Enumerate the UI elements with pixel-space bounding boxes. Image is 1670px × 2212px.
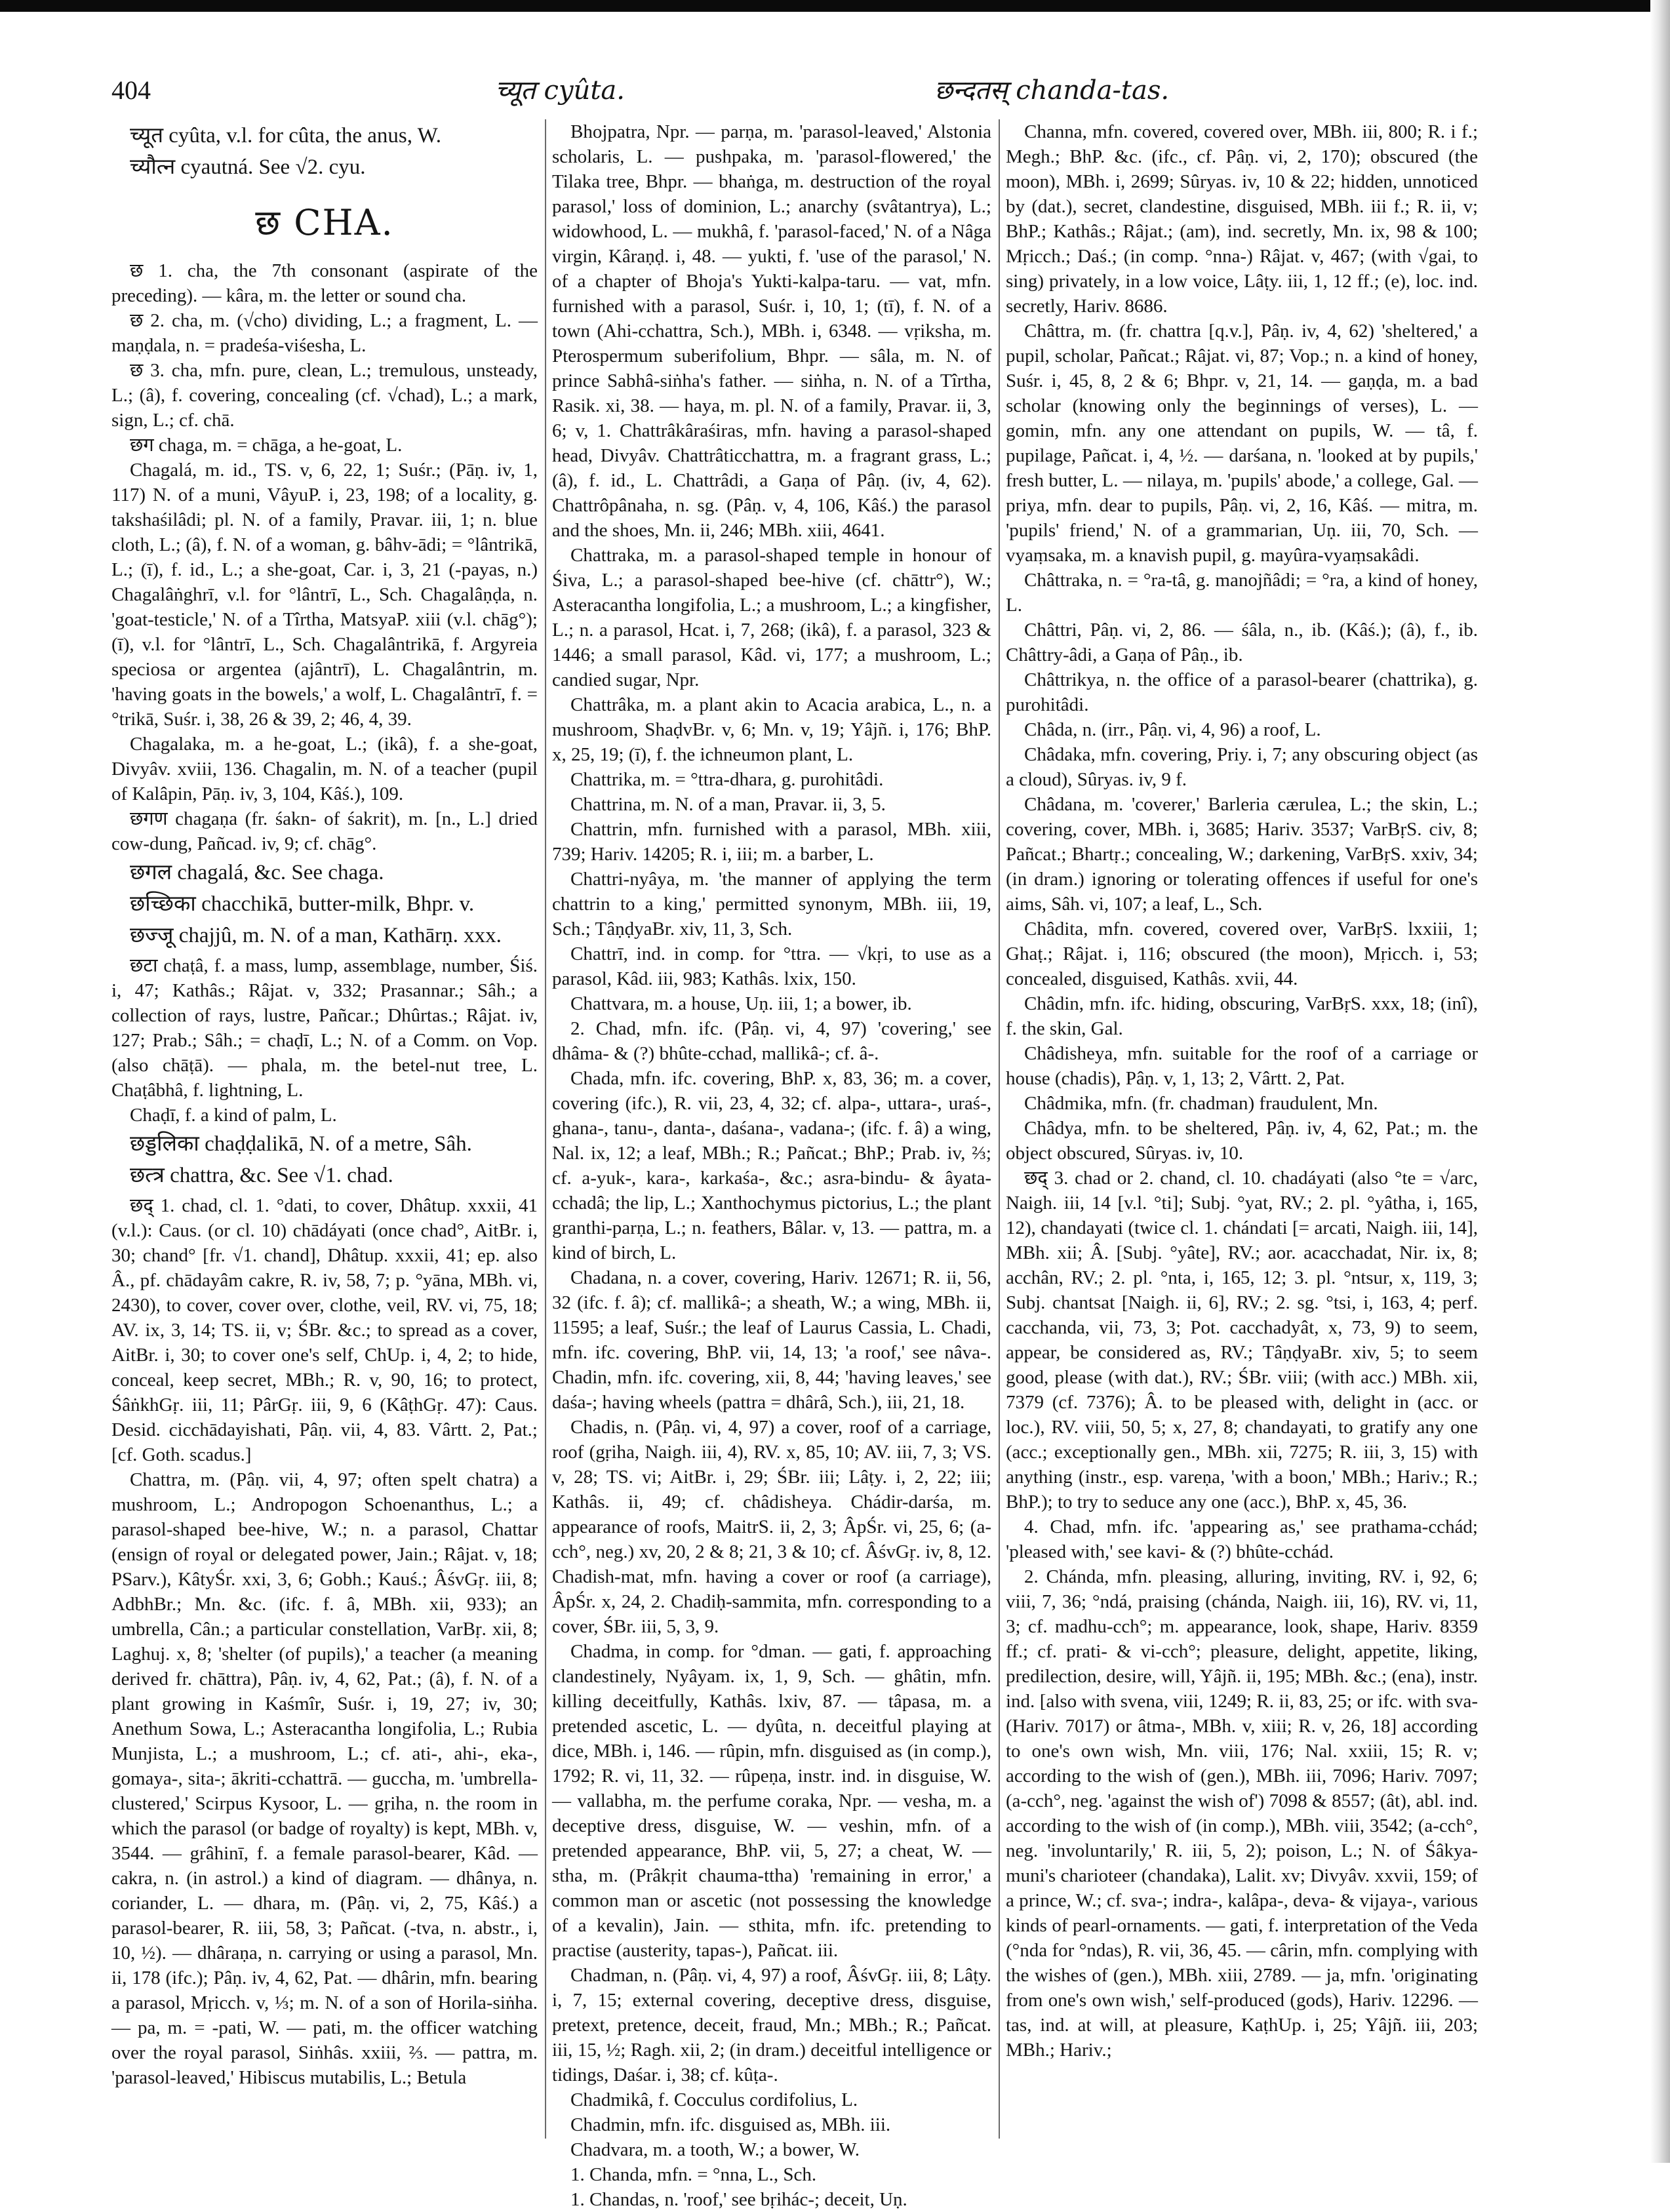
dictionary-entry: Châdin, mfn. ifc. hiding, obscuring, VarBṛS. xxx, 18; (inî), f. the skin, Gal. xyxy=(1006,993,1478,1039)
dictionary-entry: 1. Chanda, mfn. = °nna, L., Sch. xyxy=(570,2164,817,2185)
dictionary-column-2 xyxy=(552,119,991,2210)
dictionary-entry: 1. Chandas, n. 'roof,' see bṛihác-; deceit, Uṇ. xyxy=(570,2189,907,2210)
dictionary-entry: छग chaga, m. = chāga, a he-goat, L. xyxy=(130,435,403,456)
page-number: 404 xyxy=(111,75,151,105)
dictionary-entry: छड्डलिका chaḍḍalikā, N. of a metre, Sâh. xyxy=(130,1132,472,1156)
dictionary-entry: Chadman, n. (Pâṇ. vi, 4, 97) a roof, ÂśvGṛ. iii, 8; Lâṭy. i, 7, 15; external covering, deceptive dress, disguise, pretext, pretence, deceit, fraud, Mn.; MBh.; R.; Pañcat. iii, 15, ½; Ragh. xii, 2; (in dram.) deceitful intelligence or tidings, Daśar. i, 38; cf. kûṭa-. xyxy=(552,1965,991,2085)
dictionary-entry: Chadmikâ, f. Cocculus cordifolius, L. xyxy=(570,2089,858,2110)
dictionary-entry: Chadis, n. (Pâṇ. vi, 4, 97) a cover, roof of a carriage, roof (gṛiha, Naigh. iii, 4), RV. x, 85, 10; AV. iii, 7, 3; VS. v, 28; TS. vi; AitBr. i, 29; ŚBr. iii; Lâṭy. i, 2, 22; iii; Kathâs. ii, 49; cf. châdisheya. Chádir-darśa, m. appearance of roofs, MaitrS. ii, 2, 3; ÂpŚr. vi, 25, 6; (a-cch°, neg.) xv, 20, 2 & 8; 21, 3 & 10; cf. ÂśvGṛ. iv, 8, 12. Chadish-mat, mfn. having a cover or roof (a carriage), ÂpŚr. x, 24, 2. Chadiḥ-sammita, mfn. corresponding to a cover, ŚBr. iii, 5, 3, 9. xyxy=(552,1417,991,1637)
dictionary-entry: Chagalaka, m. a he-goat, L.; (ikâ), f. a she-goat, Divyâv. xviii, 136. Chagalin, m. N. of a teacher (pupil of Kalâpin, Pāṇ. iv, 3, 104, Kâś.), 109. xyxy=(111,734,538,804)
dictionary-entry: Châda, n. (irr., Pâṇ. vi, 4, 96) a roof, L. xyxy=(1024,719,1321,740)
dictionary-entry: छ 3. cha, mfn. pure, clean, L.; tremulous, unsteady, L.; (â), f. covering, concealing (cf. √chad), L.; a mark, sign, L.; cf. chā. xyxy=(111,360,538,431)
column-divider xyxy=(545,119,546,2139)
dictionary-entry: Chadma, in comp. for °dman. — gati, f. approaching clandestinely, Nyâyam. ix, 1, 9, Sch. — ghâtin, mfn. killing deceitfully, Kathâs. lxiv, 87. — tâpasa, m. a pretended ascetic, L. — dyûta, n. deceitful playing at dice, MBh. i, 146. — rûpin, mfn. disguised as (in comp.), 1792; R. vi, 11, 32. — rûpeṇa, instr. ind. in disguise, W. — vallabha, m. the perfume coraka, Npr. — vesha, m. a deceptive dress, disguise, W. — veshin, mfn. of a pretended appearance, BhP. vii, 5, 27; a cheat, W. — stha, m. (Prâkṛit chauma-ttha) 'remaining in error,' a common man or ascetic (not possessing the knowledge of a kevalin), Jain. — sthita, mfn. ifc. pretending to practise (austerity, tapas-), Pañcat. iii. xyxy=(552,1641,991,1961)
dictionary-entry: Chattra, m. (Pâṇ. vii, 4, 97; often spelt chatra) a mushroom, L.; Andropogon Schoenanthus, L.; a parasol-shaped bee-hive, W.; n. a parasol, Chattar (ensign of royal or delegated power, Jain.; Râjat. v, 18; PSarv.), KâtyŚr. xxi, 3, 6; Gobh.; Kauś.; ÂśvGṛ. iii, 8; AdbhBr.; Mn. &c. (ifc. f. â, MBh. xii, 933); an umbrella, Cân.; a particular constellation, VarBṛ. xii, 8; Laghuj. x, 8; 'shelter (of pupils),' a teacher (a meaning derived fr. chāttra), Pâṇ. iv, 4, 62, Pat.; (â), f. N. of a plant growing in Kaśmîr, Suśr. i, 19, 27; iv, 30; Anethum Sowa, L.; Asteracantha longifolia, L.; Rubia Munjista, L.; a mushroom, L.; cf. ati-, ahi-, eka-, gomaya-, sita-; ākriti-cchattrā. — guccha, m. 'umbrella-clustered,' Scirpus Kysoor, L. — gṛiha, n. the room in which the parasol (or badge of royalty) is kept, MBh. v, 3544. — grâhinī, f. a female parasol-bearer, Kâd. — cakra, n. (in astrol.) a kind of diagram. — dhânya, n. coriander, L. — dhara, m. (Pâṇ. vi, 2, 75, Kâś.) a parasol-bearer, R. iii, 58, 3; Pañcat. (-tva, n. abstr., i, 10, ½). — dhâraṇa, n. carrying or using a parasol, Mn. ii, 178 (ifc.); Pâṇ. iv, 4, 62, Pat. — dhârin, mfn. bearing a parasol, Mṛicch. v, ⅓; m. N. of a son of Horila-siṅha. — pa, m. = -pati, W. — pati, m. the officer watching over the royal parasol, Siṅhâs. xxiii, ⅔. — pattra, m. 'parasol-leaved,' Hibiscus mutabilis, L.; Betula xyxy=(111,1469,538,2088)
dictionary-entry: Châdana, m. 'coverer,' Barleria cærulea, L.; the skin, L.; covering, cover, MBh. i, 3685; Hariv. 3537; VarBṛS. civ, 8; Pañcat.; Bhartṛ.; concealing, W.; darkening, VarBṛS. xxiv, 34; (in dram.) ignoring or tolerating offences if useful for one's aims, Sâh. vi, 107; a leaf, L., Sch. xyxy=(1006,794,1478,915)
scan-top-border xyxy=(0,0,1670,12)
dictionary-entry: छज्जू chajjû, m. N. of a man, Kathārṇ. xxx. xyxy=(130,924,502,947)
dictionary-entry: Chaḍī, f. a kind of palm, L. xyxy=(130,1105,337,1126)
dictionary-entry: Channa, mfn. covered, covered over, MBh. iii, 800; R. i f.; Megh.; BhP. &c. (ifc., cf. Pâṇ. vi, 2, 170); obscured (the moon), MBh. i, 2699; Sûryas. iv, 10 & 22; hidden, unnoticed by (dat.), secret, clandestine, disguised, MBh. iii f.; R. ii, v; BhP.; Kathâs.; Râjat.; (am), ind. secretly, Mn. ix, 98 & 100; Mṛicch.; Daś.; (in comp. °nna-) Râjat. v, 467; (with √gai, to sing) privately, in a low voice, Lâṭy. iii, 1, 12 ff.; (e), loc. ind. secretly, Hariv. 8686. xyxy=(1006,121,1478,317)
dictionary-entry: Châdita, mfn. covered, covered over, VarBṛS. lxxiii, 1; Ghaṭ.; Râjat. i, 116; obscured (the moon), Mṛicch. i, 53; concealed, disguised, Kathâs. xvii, 44. xyxy=(1006,918,1478,989)
dictionary-entry: छगल chagalá, &c. See chaga. xyxy=(130,861,384,884)
dictionary-entry: Chattrin, mfn. furnished with a parasol, MBh. xiii, 739; Hariv. 14205; R. i, iii; m. a barber, L. xyxy=(552,819,991,865)
dictionary-entry: Chattrâka, m. a plant akin to Acacia arabica, L., n. a mushroom, ShaḍvBr. v, 6; Mn. v, 19; Yâjñ. i, 176; BhP. x, 25, 19; (ī), f. the ichneumon plant, L. xyxy=(552,694,991,765)
dictionary-entry: Chattri-nyâya, m. 'the manner of applying the term chattrin to a king,' permitted synonym, MBh. iii, 19, Sch.; TâṇḍyaBr. xiv, 11, 3, Sch. xyxy=(552,869,991,939)
dictionary-column-3 xyxy=(1006,119,1478,2139)
dictionary-entry: छत्त्र chattra, &c. See √1. chad. xyxy=(130,1164,393,1187)
dictionary-entry: Châttrikya, n. the office of a parasol-bearer (chattrika), g. purohitâdi. xyxy=(1006,669,1478,715)
dictionary-entry: Chagalá, m. id., TS. v, 6, 22, 1; Suśr.; (Pāṇ. iv, 1, 117) N. of a muni, VâyuP. i, 23, 198; of a locality, g. takshaśilâdi; pl. N. of a family, Pravar. iii, 1; n. blue cloth, L.; (â), f. N. of a woman, g. bâhv-ādi; = °lântrikā, L.; (ī), f. id., L.; a she-goat, Car. i, 3, 21 (-payas, n.) Chagalâṅghrī, v.l. for °lântrī, L., Sch. Chagalâṇḍa, n. 'goat-testicle,' N. of a Tîrtha, MatsyaP. xiii (v.l. chāg°); (ī), v.l. for °lântrī, L., Sch. Chagalântrikā, f. Argyreia speciosa or argentea (ajântrī), L. Chagalântrin, m. 'having goats in the bowels,' a wolf, L. Chagalântrī, f. = °trikā, Suśr. i, 38, 26 & 39, 2; 46, 4, 39. xyxy=(111,460,538,730)
dictionary-entry: Chadana, n. a cover, covering, Hariv. 12671; R. ii, 56, 32 (ifc. f. â); cf. mallikâ-; a sheath, W.; a wing, MBh. ii, 11595; a leaf, Suśr.; the leaf of Laurus Cassia, L. Chadi, mfn. ifc. covering, BhP. vii, 14, 13; 'a roof,' see nâva-. Chadin, mfn. ifc. covering, xii, 8, 44; 'having leaves,' see daśa-; having wheels (pattra = dhârâ, Sch.), iii, 21, 18. xyxy=(552,1267,991,1413)
dictionary-entry: Chadvara, m. a tooth, W.; a bower, W. xyxy=(570,2139,860,2160)
dictionary-entry: Chattrina, m. N. of a man, Pravar. ii, 3, 5. xyxy=(570,794,886,815)
dictionary-entry: Chadmin, mfn. ifc. disguised as, MBh. iii. xyxy=(570,2114,891,2135)
dictionary-entry: Chattrī, ind. in comp. for °ttra. — √kṛi, to use as a parasol, Kâd. iii, 983; Kathâs. lxix, 150. xyxy=(552,943,991,989)
dictionary-entry: Châttraka, n. = °ra-tâ, g. manojñâdi; = °ra, a kind of honey, L. xyxy=(1006,570,1478,616)
column-divider xyxy=(999,119,1000,2139)
dictionary-entry: Chada, mfn. ifc. covering, BhP. x, 83, 36; m. a cover, covering (ifc.), R. vii, 23, 4, 32; cf. alpa-, uttara-, uraś-, ghana-, tanu-, danta-, daśana-, vadana-; (ifc. f. â) a wing, Nal. ix, 12; a leaf, MBh.; R.; Pañcat.; BhP.; Prab. iv, ⅔; cf. a-yuk-, kara-, karkaśa-, &c.; asra-bindu- & âyata-cchadâ; the lip, L.; Xanthochymus pictorius, L.; the plant granthi-parṇa, L.; n. feathers, Bâlar. v, 13. — pattra, m. a kind of birch, L. xyxy=(552,1068,991,1263)
dictionary-entry: 2. Chánda, mfn. pleasing, alluring, inviting, RV. i, 92, 6; viii, 7, 36; °ndá, praising (chánda, Naigh. iii, 16), RV. vi, 11, 3; cf. madhu-cch°; m. appearance, look, shape, Hariv. 8359 ff.; cf. prati- & vi-cch°; pleasure, delight, appetite, liking, predilection, desire, will, Yâjñ. ii, 195; MBh. &c.; (ena), instr. ind. [also with svena, viii, 1249; R. ii, 83, 25; or ifc. with sva- (Hariv. 7017) or âtma-, MBh. v, xiii; R. v, 26, 18] according to one's own wish, Mn. viii, 176; Nal. xxiii, 15; R. v; according to the wish of (gen.), MBh. iii, 7096; Hariv. 7097; (a-cch°, neg. 'against the wish of') 7098 & 8557; (ât), abl. ind. according to the wish of (in comp.), MBh. viii, 3542; (a-cch°, neg. 'involuntarily,' R. iii, 5, 2); poison, L.; N. of Śâkya-muni's charioteer (chandaka), Lalit. xv; Divyâv. xxvii, 159; of a prince, W.; cf. sva-; indra-, kalâpa-, deva- & vijaya-, various kinds of pearl-ornaments. — gati, f. interpretation of the Veda (°nda for °ndas), R. vii, 36, 45. — cârin, mfn. complying with the wishes of (gen.), MBh. xiii, 2789. — ja, mfn. 'originating from one's own wish,' self-produced (gods), Hariv. 12296. — tas, ind. at will, at pleasure, KaṭhUp. i, 25; Yâjñ. iii, 203; MBh.; Hariv.; xyxy=(1006,1566,1478,2061)
dictionary-entry: Châdaka, mfn. covering, Priy. i, 7; any obscuring object (as a cloud), Sûryas. iv, 9 f. xyxy=(1006,744,1478,790)
dictionary-entry: च्यूत cyûta, v.l. for cûta, the anus, W. xyxy=(130,124,442,148)
dictionary-entry: छच्छिका chacchikā, butter-milk, Bhpr. v. xyxy=(130,892,475,916)
dictionary-entry: Châdisheya, mfn. suitable for the roof of a carriage or house (chadis), Pâṇ. v, 1, 13; 2, Vârtt. 2, Pat. xyxy=(1006,1043,1478,1089)
left-running-headword: च्यूत cyûta. xyxy=(495,75,625,106)
dictionary-entry: Chattvara, m. a house, Uṇ. iii, 1; a bower, ib. xyxy=(570,993,912,1014)
dictionary-entry: च्यौत्न cyautná. See √2. cyu. xyxy=(130,155,366,179)
section-heading: छ CHA. xyxy=(255,202,394,243)
dictionary-entry: Bhojpatra, Npr. — parṇa, m. 'parasol-leaved,' Alstonia scholaris, L. — pushpaka, m. 'parasol-flowered,' the Tilaka tree, Bhpr. — bhaṅga, m. destruction of the royal parasol,' loss of dominion, L.; anarchy (svâtantrya), L.; widowhood, L. — mukhâ, f. 'parasol-faced,' N. of a Nâga virgin, Kâraṇḍ. i, 48. — yukti, f. 'use of the parasol,' N. of a chapter of Bhoja's Yukti-kalpa-taru. — vat, mfn. furnished with a parasol, Suśr. i, 10, 1; (tī), f. N. of a town (Ahi-cchattra, Sch.), MBh. i, 6348. — vṛiksha, m. Pterospermum suberifolium, Bhpr. — sâla, m. N. of prince Sabhâ-siṅha's father. — siṅha, n. N. of a Tîrtha, Rasik. xi, 38. — haya, m. pl. N. of a family, Pravar. ii, 3, 6; v, 1. Chattrâkâraśiras, mfn. having a parasol-shaped head, Divyâv. Chattrâticchattra, m. a fragrant grass, L.; (â), f. id., L. Chattrâdi, a Gaṇa of Pâṇ. (iv, 4, 62). Chattrôpânaha, n. sg. (Pâṇ. v, 4, 106, Kâś.) the parasol and the shoes, Mn. ii, 246; MBh. xiii, 4641. xyxy=(552,121,991,541)
dictionary-entry: Chattrika, m. = °ttra-dhara, g. purohitâdi. xyxy=(570,769,884,790)
dictionary-entry: Châdya, mfn. to be sheltered, Pâṇ. iv, 4, 62, Pat.; m. the object obscured, Sûryas. iv, 10. xyxy=(1006,1118,1478,1164)
dictionary-entry: 2. Chad, mfn. ifc. (Pâṇ. vi, 4, 97) 'covering,' see dhâma- & (?) bhûte-cchad, mallikâ-; cf. â-. xyxy=(552,1018,991,1064)
dictionary-entry: छद् 1. chad, cl. 1. °dati, to cover, Dhâtup. xxxii, 41 (v.l.): Caus. (or cl. 10) chādáyati (once chad°, AitBr. i, 30; chand° [fr. √1. chand], Dhâtup. xxxii, 41; ep. also Â., pf. chādayâm cakre, R. iv, 58, 7; p. °yāna, MBh. vi, 2430), to cover, cover over, clothe, veil, RV. vi, 75, 18; AV. ix, 3, 14; TS. ii, v; ŚBr. &c.; to spread as a cover, AitBr. i, 30; to cover one's self, ChUp. i, 4, 2; to hide, conceal, keep secret, MBh.; R. v, 90, 16; to protect, ŚâṅkhGṛ. iii, 11; PârGṛ. iii, 9, 6 (KâṭhGṛ. 47): Caus. Desid. cicchādayishati, Pâṇ. vii, 4, 83. Vârtt. 2, Pat.; [cf. Goth. scadus.] xyxy=(111,1195,538,1465)
scan-right-shadow xyxy=(1650,0,1670,2163)
dictionary-entry: Châttra, m. (fr. chattra [q.v.], Pâṇ. iv, 4, 62) 'sheltered,' a pupil, scholar, Pañcat.; Râjat. vi, 87; Vop.; n. a kind of honey, Suśr. i, 45, 8, 2 & 6; Bhpr. v, 21, 14. — gaṇḍa, m. a bad scholar (knowing only the beginnings of verses), L. — gomin, mfn. any one attendant on pupils, W. — tâ, f. pupilage, Pañcat. i, 4, ½. — darśana, n. 'looked at by pupils,' fresh butter, L. — nilaya, m. 'pupils' abode,' a college, Gal. — priya, mfn. dear to pupils, Pâṇ. vi, 2, 16, Kâś. — mitra, m. 'pupils' friend,' N. of a grammarian, Uṇ. iii, 70, Sch. — vyaṃsaka, m. a knavish pupil, g. mayûra-vyaṃsakâdi. xyxy=(1006,321,1478,566)
right-running-headword: छन्दतस् chanda-tas. xyxy=(934,75,1170,106)
dictionary-entry: छ 1. cha, the 7th consonant (aspirate of the preceding). — kâra, m. the letter or sound cha. xyxy=(111,260,538,306)
dictionary-entry: छ 2. cha, m. (√cho) dividing, L.; a fragment, L. — maṇḍala, n. = pradeśa-viśesha, L. xyxy=(111,310,538,356)
dictionary-entry: छगण chagaṇa (fr. śakn- of śakrit), m. [n., L.] dried cow-dung, Pañcad. iv, 9; cf. chāg°. xyxy=(111,808,538,854)
dictionary-entry: छटा chaṭâ, f. a mass, lump, assemblage, number, Śiś. i, 47; Kathâs.; Râjat. v, 332; Prasannar.; Sâh.; a collection of rays, lustre, Pañcar.; Dhûrtas.; Râjat. iv, 127; Prab.; Sâh.; = chaḍī, L.; N. of a Comm. on Vop. (also chāṭā). — phala, m. the betel-nut tree, L. Chaṭâbhâ, f. lightning, L. xyxy=(111,955,538,1101)
dictionary-column-1 xyxy=(111,119,538,2139)
dictionary-entry: Châttri, Pâṇ. vi, 2, 86. — śâla, n., ib. (Kâś.); (â), f., ib. Châttry-âdi, a Gaṇa of Pâṇ., ib. xyxy=(1006,620,1478,665)
dictionary-entry: 4. Chad, mfn. ifc. 'appearing as,' see prathama-cchád; 'pleased with,' see kavi- & (?) bhûte-cchád. xyxy=(1006,1516,1478,1562)
dictionary-entry: Chattraka, m. a parasol-shaped temple in honour of Śiva, L.; a parasol-shaped bee-hive (cf. chāttr°), W.; Asteracantha longifolia, L.; a mushroom, L.; a kingfisher, L.; n. a parasol, Hcat. i, 7, 268; (ikâ), f. a parasol, 323 & 1446; a small parasol, Kâd. vi, 177; a mushroom, L.; candied sugar, Npr. xyxy=(552,545,991,690)
page-header xyxy=(111,71,1554,110)
dictionary-entry: Châdmika, mfn. (fr. chadman) fraudulent, Mn. xyxy=(1024,1093,1378,1114)
dictionary-entry: छद् 3. chad or 2. chand, cl. 10. chadáyati (also °te = √arc, Naigh. iii, 14 [v.l. °ti]; Subj. °yat, RV.; 2. pl. °yâtha, i, 165, 12), chandayati (twice cl. 1. chándati [= arcati, Naigh. iii, 14], MBh. xii; Â. [Subj. °yâte], RV.; aor. acacchadat, Nir. ix, 8; acchân, RV.; 2. pl. °nta, i, 165, 12; 3. pl. °ntsur, x, 119, 3; Subj. chantsat [Naigh. ii, 6], RV.; 2. sg. °tsi, i, 163, 4; perf. cacchanda, vii, 73, 3; Pot. cacchadyât, x, 73, 9) to seem, appear, be considered as, RV.; TâṇḍyaBr. xiv, 5; to seem good, please (with dat.), RV.; ŚBr. viii; (with acc.) MBh. xii, 7379 (cf. 7376); Â. to be pleased with, delight in (acc. or loc.), RV. viii, 50, 5; x, 27, 8; chandayati, to gratify any one (acc.; exceptionally gen., MBh. xii, 7275; R. iii, 3, 15) with anything (instr., esp. vareṇa, 'with a boon,' MBh.; Hariv.; R.; BhP.); to try to seduce any one (acc.), BhP. x, 45, 36. xyxy=(1006,1168,1478,1512)
